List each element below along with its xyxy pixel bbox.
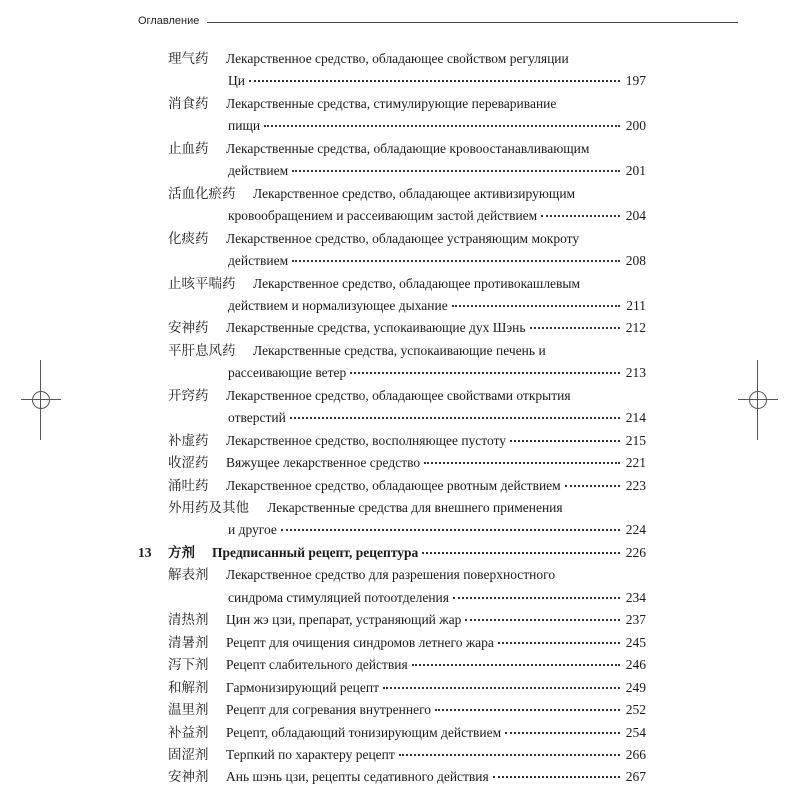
toc-line[interactable]	[226, 632, 646, 655]
dot-leader	[399, 753, 620, 756]
toc-entry	[0, 93, 800, 116]
toc-line[interactable]	[226, 722, 646, 745]
dot-leader	[505, 731, 620, 734]
entry-title-continued: и другое	[228, 522, 277, 538]
entry-title: Рецепт, обладающий тонизирующим действием	[226, 724, 502, 740]
toc-line[interactable]	[228, 115, 646, 138]
toc-entry	[0, 183, 800, 206]
toc-entry	[0, 138, 800, 161]
entry-title: Ань шэнь цзи, рецепты седативного действия	[226, 769, 489, 785]
chinese-term: 开窍药	[168, 387, 209, 403]
toc-entry	[0, 48, 800, 71]
chapter-heading	[0, 542, 800, 565]
entry-title: Гармонизирующий рецепт	[226, 679, 380, 695]
toc-entry	[0, 228, 800, 251]
page-number: 252	[625, 702, 646, 718]
entry-title-continued: действием	[228, 253, 289, 269]
toc-line[interactable]	[228, 519, 646, 542]
dot-leader	[292, 259, 620, 262]
entry-title: Рецепт для очищения синдромов летнего жара	[226, 634, 494, 650]
chinese-term: 固涩剂	[168, 746, 209, 762]
toc-line[interactable]	[226, 475, 646, 498]
toc-entry-continued	[0, 250, 800, 273]
dot-leader	[541, 214, 620, 217]
entry-title-continued: действием	[228, 163, 289, 179]
toc-entry-continued	[0, 295, 800, 318]
entry-title: Терпкий по характеру рецепт	[226, 746, 395, 762]
entry-title: Лекарственное средство, обладающее противокашлевым	[253, 275, 581, 291]
toc-line[interactable]	[226, 609, 646, 632]
chinese-term: 清热剂	[168, 612, 209, 628]
toc-sub-entry	[0, 632, 800, 655]
entry-title: Лекарственные средства, успокаивающие печень и	[253, 342, 546, 358]
entry-title: Лекарственное средство, восполняющее пустоту	[226, 432, 507, 448]
toc-sub-entry-continued	[0, 587, 800, 610]
entry-title: Лекарственные средства, стимулирующие переваривание	[226, 95, 557, 111]
page-number: 200	[625, 118, 646, 134]
toc-line[interactable]	[226, 430, 646, 453]
chinese-term: 外用药及其他	[168, 500, 249, 515]
toc-line	[226, 138, 589, 161]
dot-leader	[424, 461, 620, 464]
chinese-term: 补虚药	[168, 432, 209, 448]
chinese-term: 涌吐药	[168, 477, 209, 493]
page-number: 237	[625, 612, 646, 628]
dot-leader	[498, 641, 620, 644]
page-number: 215	[625, 432, 646, 448]
chinese-term: 活血化瘀药	[168, 185, 236, 201]
chinese-term: 消食药	[168, 95, 209, 111]
dot-leader	[565, 484, 620, 487]
dot-leader	[264, 124, 620, 127]
dot-leader	[465, 618, 620, 621]
toc-line	[253, 183, 575, 206]
dot-leader	[422, 551, 620, 554]
dot-leader	[290, 416, 620, 419]
toc-line	[253, 340, 546, 363]
toc-sub-entry	[0, 654, 800, 677]
dot-leader	[530, 326, 620, 329]
toc-line	[253, 273, 580, 296]
page-number: 224	[625, 522, 646, 538]
toc-line	[226, 48, 569, 71]
toc-line[interactable]	[228, 250, 646, 273]
toc-entry-continued	[0, 115, 800, 138]
chapter-number: 13	[138, 544, 152, 560]
chinese-term: 泻下剂	[168, 657, 209, 673]
toc-entry	[0, 452, 800, 475]
toc-entry	[0, 317, 800, 340]
toc-entry-continued	[0, 160, 800, 183]
entry-title: Лекарственные средства, успокаивающие дух Шэнь	[226, 320, 526, 336]
chapter-title: Предписанный рецепт, рецептура	[212, 544, 419, 560]
chinese-term: 收涩药	[168, 455, 209, 471]
toc-line[interactable]	[228, 407, 646, 430]
dot-leader	[281, 528, 620, 531]
entry-title-continued: кровообращением и рассеивающим застой действием	[228, 208, 538, 224]
toc-line[interactable]	[228, 587, 646, 610]
page-number: 214	[625, 410, 646, 426]
toc-entry-continued	[0, 519, 800, 542]
chinese-term: 理气药	[168, 51, 209, 66]
dot-leader	[453, 596, 620, 599]
chinese-term: 安神剂	[168, 769, 209, 785]
toc-line[interactable]	[226, 677, 646, 700]
entry-title: Лекарственное средство, обладающее свойством регуляции	[226, 51, 569, 66]
toc-line[interactable]	[226, 699, 646, 722]
toc-entry-continued	[0, 70, 800, 93]
toc-entry	[0, 475, 800, 498]
toc-sub-entry	[0, 677, 800, 700]
chapter-chinese-term: 方剂	[168, 544, 195, 560]
entry-title: Вяжущее лекарственное средство	[226, 455, 421, 471]
page-number: 245	[625, 634, 646, 650]
page-number: 201	[625, 163, 646, 179]
dot-leader	[383, 686, 620, 689]
toc-line[interactable]	[226, 744, 646, 767]
entry-title-continued: рассеивающие ветер	[228, 365, 347, 381]
chinese-term: 解表剂	[168, 567, 209, 583]
toc-sub-entry	[0, 609, 800, 632]
chinese-term: 补益剂	[168, 724, 209, 740]
dot-leader	[493, 775, 620, 778]
chinese-term: 平肝息风药	[168, 342, 236, 358]
page-number: 221	[625, 455, 646, 471]
dot-leader	[249, 79, 620, 82]
dot-leader	[435, 708, 620, 711]
dot-leader	[452, 304, 620, 307]
toc-entry-continued	[0, 362, 800, 385]
chinese-term: 清暑剂	[168, 634, 209, 650]
entry-title-continued: Ци	[228, 73, 245, 89]
toc-line[interactable]	[228, 70, 646, 93]
toc-entry	[0, 430, 800, 453]
toc-line[interactable]	[228, 205, 646, 228]
toc-line[interactable]	[226, 452, 646, 475]
entry-title-continued: пищи	[228, 118, 261, 134]
toc-entry	[0, 385, 800, 408]
page-number: 223	[625, 477, 646, 493]
entry-title: Лекарственное средство для разрешения поверхностного	[226, 567, 556, 583]
dot-leader	[350, 371, 620, 374]
entry-title: Лекарственное средство, обладающее активизирующим	[253, 185, 576, 201]
entry-title: Рецепт для согревания внутреннего	[226, 702, 432, 718]
toc-line[interactable]	[226, 654, 646, 677]
toc-line	[267, 497, 562, 520]
toc-entry	[0, 497, 800, 520]
chinese-term: 止咳平喘药	[168, 275, 236, 291]
dot-leader	[412, 663, 620, 666]
entry-title: Рецепт слабительного действия	[226, 657, 408, 673]
chinese-term: 温里剂	[168, 702, 209, 718]
toc-sub-entry	[0, 699, 800, 722]
running-header	[138, 13, 738, 29]
page-number: 211	[626, 297, 646, 313]
toc-sub-entry	[0, 722, 800, 745]
toc-entry-continued	[0, 407, 800, 430]
page-number: 249	[625, 679, 646, 695]
entry-title: Лекарственное средство, обладающее рвотным действием	[226, 477, 561, 493]
toc-sub-entry	[0, 766, 800, 789]
dot-leader	[292, 169, 620, 172]
page-number: 226	[625, 544, 646, 560]
toc-sub-entry	[0, 564, 800, 587]
page-number: 234	[625, 589, 646, 605]
toc-line[interactable]	[228, 160, 646, 183]
page-number: 246	[625, 657, 646, 673]
entry-title: Лекарственное средство, обладающее устраняющим мокроту	[226, 230, 580, 246]
page-number: 267	[625, 769, 646, 785]
toc-line	[226, 564, 555, 587]
toc-sub-entry	[0, 744, 800, 767]
page-number: 254	[625, 724, 646, 740]
toc-line[interactable]	[228, 362, 646, 385]
toc-line[interactable]	[226, 766, 646, 789]
toc-entry	[0, 273, 800, 296]
header-rule	[207, 22, 738, 23]
chinese-term: 安神药	[168, 320, 209, 336]
toc-line[interactable]	[228, 295, 646, 318]
page-number: 208	[625, 253, 646, 269]
chinese-term: 和解剂	[168, 679, 209, 695]
page-number: 266	[625, 746, 646, 762]
entry-title-continued: действием и нормализующее дыхание	[228, 297, 448, 313]
dot-leader	[510, 439, 620, 442]
page-number: 197	[625, 73, 646, 89]
entry-title-continued: синдрома стимуляцией потоотделения	[228, 589, 449, 605]
toc-line	[226, 385, 571, 408]
chinese-term: 止血药	[168, 140, 209, 156]
chinese-term: 化痰药	[168, 230, 209, 246]
toc-line	[226, 228, 579, 251]
toc-line[interactable]	[212, 542, 646, 565]
header-title: Оглавление	[138, 15, 200, 27]
page-number: 212	[625, 320, 646, 336]
entry-title-continued: отверстий	[228, 410, 286, 426]
entry-title: Лекарственные средства для внешнего применения	[267, 500, 563, 515]
entry-title: Лекарственные средства, обладающие кровоостанавливающим	[226, 140, 590, 156]
toc-line[interactable]	[226, 317, 646, 340]
page-number: 204	[625, 208, 646, 224]
toc-line	[226, 93, 556, 116]
entry-title: Цин жэ цзи, препарат, устраняющий жар	[226, 612, 462, 628]
page-number: 213	[625, 365, 646, 381]
entry-title: Лекарственное средство, обладающее свойствами открытия	[226, 387, 571, 403]
toc-entry	[0, 340, 800, 363]
toc-entry-continued	[0, 205, 800, 228]
